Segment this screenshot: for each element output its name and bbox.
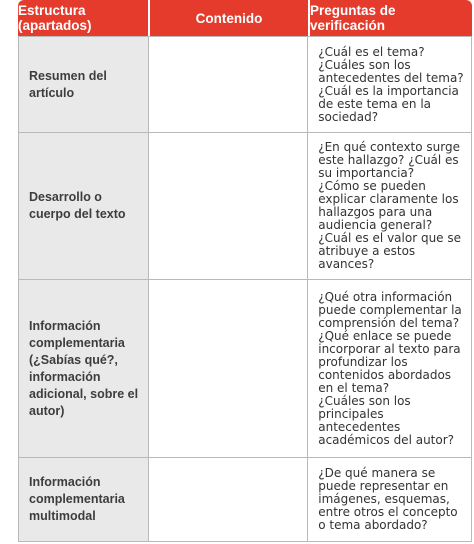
question-text: ¿Cuál es la importancia de este tema en la sociedad? (318, 83, 459, 124)
question-text: ¿Qué otra información puede complementar la comprensión del tema? (318, 289, 462, 330)
content-cell[interactable] (148, 37, 307, 133)
questions-cell (308, 133, 472, 280)
questions-cell (308, 37, 472, 133)
verification-table (18, 0, 472, 544)
question-text: ¿Cuál es el tema? (318, 44, 425, 59)
questions-cell (308, 458, 472, 542)
question-text: ¿En qué contexto surge este hallazgo? ¿Cuál es su importancia? (318, 140, 460, 180)
header-preguntas: Preguntas de verificación (308, 0, 472, 36)
question-text: ¿Qué enlace se puede incorporar al texto para profundizar los contenidos abordados en el tema? (318, 328, 461, 395)
content-cell[interactable] (148, 458, 307, 542)
table-row (19, 280, 472, 458)
table-body (18, 36, 472, 542)
content-cell[interactable] (148, 280, 307, 458)
question-text: ¿Cuáles son los principales antecedentes académicos del autor? (318, 393, 455, 447)
section-cell: Información complementaria multimodal (19, 458, 149, 542)
question-text: ¿Cómo se pueden explicar claramente los hallazgos para una audiencia general? (318, 179, 459, 232)
section-cell: Resumen del artículo (19, 37, 149, 133)
table-row (19, 133, 472, 280)
question-text: ¿Cuáles son los antecedentes del tema? (318, 57, 464, 85)
table-row (19, 458, 472, 542)
section-cell: Información complementaria (¿Sabías qué?, información adicional, sobre el autor) (19, 280, 149, 458)
table-row (19, 37, 472, 133)
questions-cell (308, 280, 472, 458)
question-text: ¿De qué manera se puede representar en imágenes, esquemas, entre otros el concepto o tema abordado? (318, 466, 458, 532)
table-header (18, 0, 472, 36)
header-estructura: Estructura (apartados) (18, 0, 148, 36)
content-cell[interactable] (148, 133, 307, 280)
header-contenido: Contenido (148, 0, 308, 36)
question-text: ¿Cuál es el valor que se atribuye a estos avances? (318, 231, 462, 271)
section-cell: Desarrollo o cuerpo del texto (19, 133, 149, 280)
